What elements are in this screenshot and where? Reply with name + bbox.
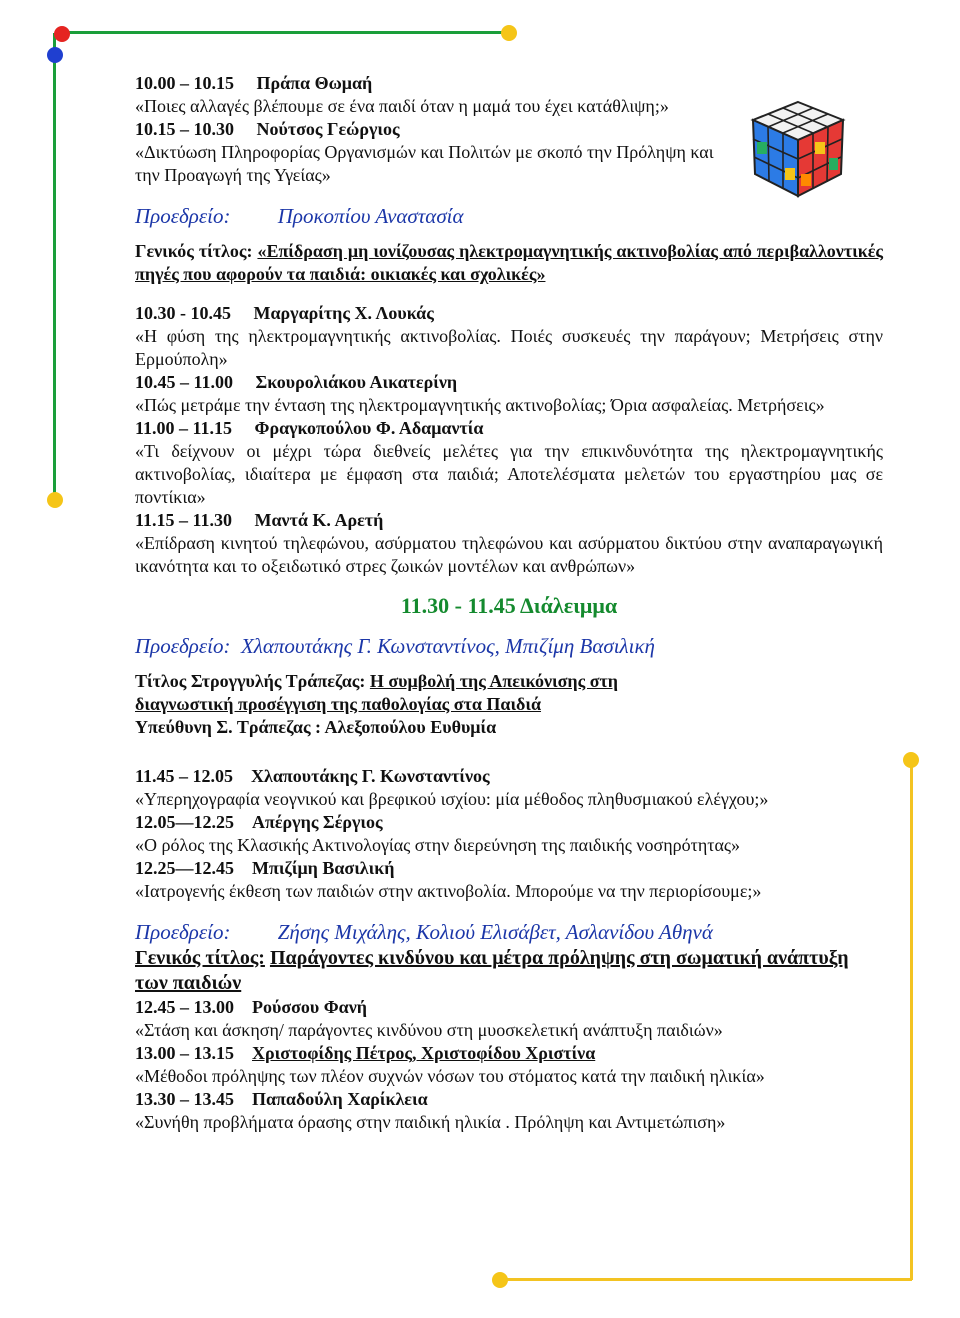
general-title-label: Γενικός τίτλος: [135, 947, 265, 969]
chair-line [135, 633, 883, 660]
talk-time: 10.30 - 10.45 [135, 303, 231, 323]
talk-title: «Ο ρόλος της Κλασικής Ακτινολογίας στην διερεύνηση της παιδικής νοσηρότητας» [135, 835, 741, 855]
talk-entry [135, 1088, 883, 1111]
chair-line [135, 919, 883, 946]
talk-title: «Στάση και άσκηση/ παράγοντες κινδύνου στη μυοσκελετική ανάπτυξη παιδιών» [135, 1020, 723, 1040]
yellow-dot-decoration [501, 25, 517, 41]
round-table-label: Τίτλος Στρογγυλής Τράπεζας: [135, 671, 366, 691]
speaker-name: Μαντά Κ. Αρετή [254, 510, 384, 530]
talk-title: «Τι δείχνουν οι μέχρι τώρα διεθνείς μελέτες για την επικινδυνότητα της ηλεκτρομαγνητικής ακτινοβολίας, ιδιαίτερα με έμφαση στα παιδιά; Αποτελέσματα μελετών του εργαστηρίου μας σε ποντίκια» [135, 441, 883, 507]
blue-dot-decoration [47, 47, 63, 63]
general-title [135, 240, 883, 286]
chair-label: Προεδρείο: [135, 920, 231, 944]
general-title-text: «Επίδραση μη ιονίζουσας ηλεκτρομαγνητικής ακτινοβολίας από περιβαλλοντικές πηγές που αφορούν τα παιδιά: οικιακές και σχολικές» [135, 241, 883, 284]
speaker-name: Παπαδούλη Χαρίκλεια [252, 1089, 428, 1109]
break-heading: 11.30 - 11.45 Διάλειμμα [400, 593, 618, 618]
talk-entry [135, 371, 883, 394]
talk-title: «Πώς μετράμε την ένταση της ηλεκτρομαγνητικής ακτινοβολίας; Όρια ασφαλείας. Μετρήσεις» [135, 395, 825, 415]
general-title [135, 946, 883, 996]
yellow-dot-decoration [492, 1272, 508, 1288]
round-table [135, 670, 675, 739]
talk-time: 12.05—12.25 [135, 812, 234, 832]
speaker-name: Χριστοφίδης Πέτρος, Χριστοφίδου Χριστίνα [252, 1043, 596, 1063]
session-2 [135, 302, 883, 578]
talk-title: «Η φύση της ηλεκτρομαγνητικής ακτινοβολίας. Ποιές συσκευές την παράγουν; Μετρήσεις στην Ερμούπολη» [135, 326, 883, 369]
talk-entry [135, 857, 883, 880]
talk-time: 10.00 – 10.15 [135, 73, 234, 93]
yellow-dot-decoration [47, 492, 63, 508]
talk-entry [135, 72, 735, 95]
session-1 [135, 72, 735, 187]
chair-label: Προεδρείο: [135, 634, 231, 658]
speaker-name: Ρούσσου Φανή [252, 997, 367, 1017]
talk-time: 10.45 – 11.00 [135, 372, 234, 392]
talk-title: «Υπερηχογραφία νεογνικού και βρεφικού ισχίου: μία μέθοδος πληθυσμιακού ελέγχου;» [135, 789, 769, 809]
yellow-frame-line-right [910, 760, 913, 1280]
speaker-name: Σκουρολιάκου Αικατερίνη [255, 372, 458, 392]
responsible-name: Αλεξοπούλου Ευθυμία [324, 717, 497, 737]
round-table-title: Η συμβολή της Απεικόνισης στη διαγνωστική προσέγγιση της παθολογίας στα Παιδιά [135, 671, 619, 714]
talk-entry [135, 302, 883, 325]
talk-title: «Δικτύωση Πληροφορίας Οργανισμών και Πολιτών με σκοπό την Πρόληψη και την Προαγωγή της Υγείας» [135, 142, 714, 185]
talk-time: 13.00 – 13.15 [135, 1043, 234, 1063]
responsible-label: Υπεύθυνη Σ. Τράπεζας : [135, 717, 322, 737]
general-title-label: Γενικός τίτλος: [135, 241, 253, 261]
talk-entry [135, 996, 883, 1019]
speaker-name: Μαργαρίτης Χ. Λουκάς [253, 303, 434, 323]
talk-title: «Ιατρογενής έκθεση των παιδιών στην ακτινοβολία. Μπορούμε να την περιορίσουμε;» [135, 881, 762, 901]
round-table-responsible [135, 716, 675, 739]
talk-time: 11.45 – 12.05 [135, 766, 234, 786]
general-title-text: Παράγοντες κινδύνου και μέτρα πρόληψης στη σωματική ανάπτυξη των παιδιών [135, 947, 849, 994]
chair-names: Χλαπουτάκης Γ. Κωνσταντίνος, Μπιζίμη Βασιλική [240, 634, 655, 658]
speaker-name: Νούτσος Γεώργιος [256, 119, 400, 139]
speaker-name: Μπιζίμη Βασιλική [252, 858, 395, 878]
talk-time: 12.25—12.45 [135, 858, 234, 878]
chair-names: Προκοπίου Αναστασία [277, 204, 464, 228]
chair-label: Προεδρείο: [135, 204, 231, 228]
talk-entry [135, 1042, 883, 1065]
talk-time: 12.45 – 13.00 [135, 997, 234, 1017]
speaker-name: Απέργης Σέργιος [252, 812, 383, 832]
green-frame-line-top [62, 31, 510, 34]
talk-time: 10.15 – 10.30 [135, 119, 234, 139]
session-3 [135, 765, 883, 903]
talk-title: «Μέθοδοι πρόληψης των πλέον συχνών νόσων του στόματος κατά την παιδική ηλικία» [135, 1066, 765, 1086]
talk-title: «Ποιες αλλαγές βλέπουμε σε ένα παιδί όταν η μαμά του έχει κατάθλιψη;» [135, 96, 669, 116]
yellow-dot-decoration [903, 752, 919, 768]
talk-entry [135, 417, 883, 440]
chair-line [135, 203, 883, 230]
talk-entry [135, 509, 883, 532]
yellow-frame-line-bottom [500, 1278, 912, 1281]
program-content [135, 72, 883, 1134]
talk-entry [135, 118, 735, 141]
session-4 [135, 996, 883, 1134]
talk-time: 13.30 – 13.45 [135, 1089, 234, 1109]
speaker-name: Χλαπουτάκης Γ. Κωνσταντίνος [251, 766, 490, 786]
speaker-name: Πράπα Θωμαή [256, 73, 373, 93]
talk-title: «Επίδραση κινητού τηλεφώνου, ασύρματου τηλεφώνου και ασύρματου δικτύου στην αναπαραγωγική ικανότητα και το οξειδωτικό στρες ζωικών μοντέλων και ανθρώπων» [135, 533, 883, 576]
chair-names: Ζήσης Μιχάλης, Κολιού Ελισάβετ, Ασλανίδου Αθηνά [277, 920, 713, 944]
talk-title: «Συνήθη προβλήματα όρασης στην παιδική ηλικία . Πρόληψη και Αντιμετώπιση» [135, 1112, 726, 1132]
talk-entry [135, 765, 883, 788]
speaker-name: Φραγκοπούλου Φ. Αδαμαντία [254, 418, 484, 438]
talk-time: 11.00 – 11.15 [135, 418, 233, 438]
talk-entry [135, 811, 883, 834]
talk-time: 11.15 – 11.30 [135, 510, 233, 530]
red-dot-decoration [54, 26, 70, 42]
green-frame-line-left [53, 33, 56, 500]
